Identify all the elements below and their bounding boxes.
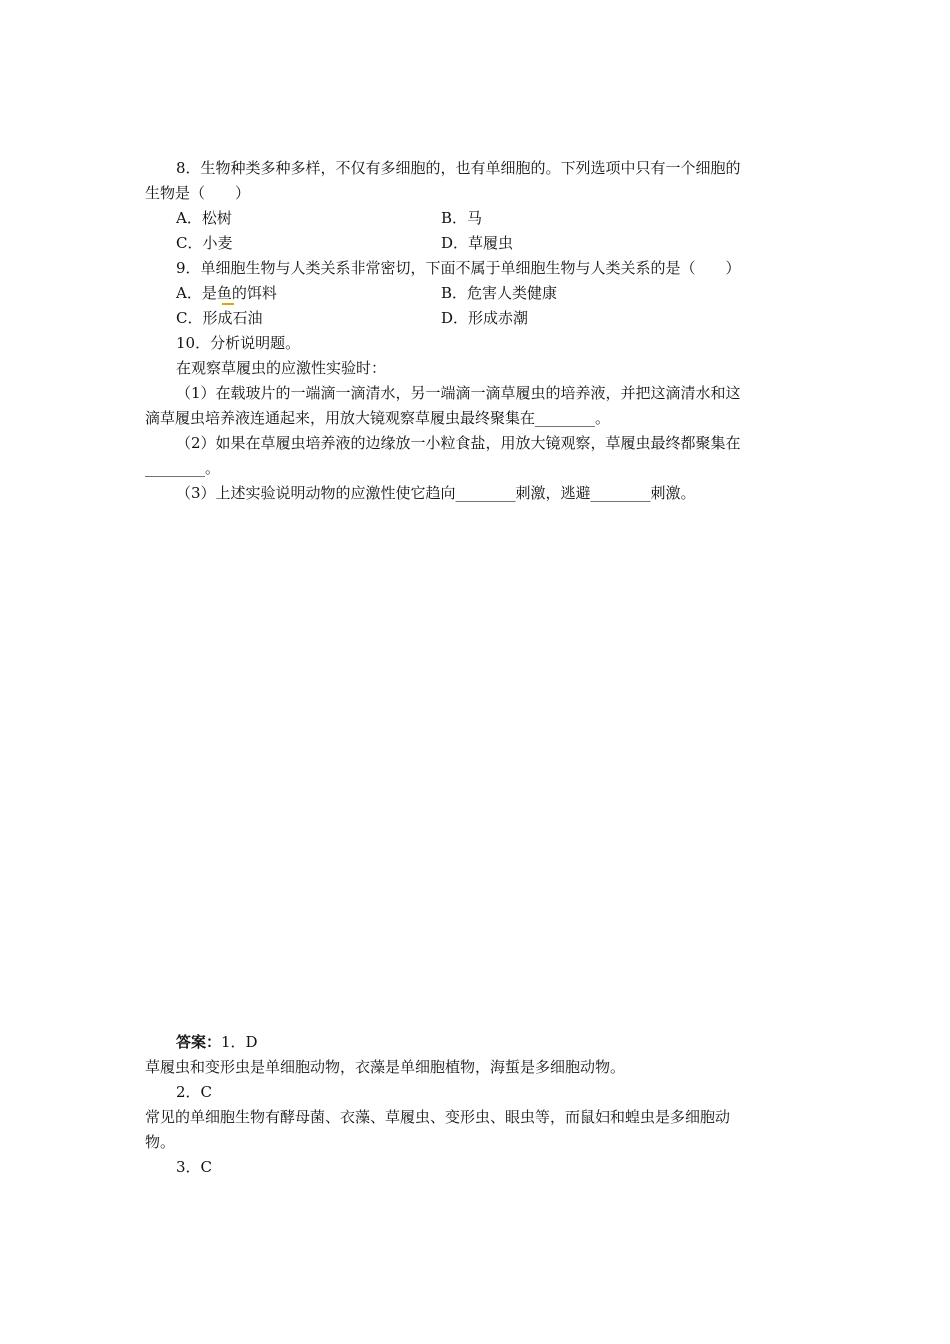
- q9-option-b: B．危害人类健康: [441, 284, 558, 302]
- q8-stem-line1: 8．生物种类多种多样，不仅有多细胞的，也有单细胞的。下列选项中只有一个细胞的: [176, 159, 741, 177]
- answer-1: 1．D: [221, 1033, 258, 1051]
- q10-part2-line1: （2）如果在草履虫培养液的边缘放一小粒食盐，用放大镜观察，草履虫最终都聚集在: [176, 434, 741, 452]
- q8-option-row-1: [176, 208, 483, 228]
- q8-option-row-2: [176, 233, 514, 253]
- q9-stem: 9．单细胞生物与人类关系非常密切，下面不属于单细胞生物与人类关系的是（ ）: [176, 259, 741, 277]
- q8-option-d: D．草履虫: [441, 234, 514, 252]
- q9-option-d: D．形成赤潮: [441, 309, 529, 327]
- answer-2-explanation-line2: 物。: [145, 1133, 176, 1151]
- answers-label: 答案：: [176, 1033, 222, 1051]
- q10-part1-line2: 滴草履虫培养液连通起来，用放大镜观察草履虫最终聚集在________。: [145, 409, 611, 427]
- q8-option-a: A．松树: [176, 209, 232, 227]
- q9-option-a: A．是鱼的饵料: [176, 284, 277, 302]
- q9-option-c: C．形成石油: [176, 309, 263, 327]
- answer-3: 3．C: [176, 1158, 213, 1176]
- answer-2: 2．C: [176, 1083, 213, 1101]
- q9-option-row-2: [176, 308, 529, 328]
- q10-title: 10．分析说明题。: [176, 334, 301, 352]
- q10-part3: （3）上述实验说明动物的应激性使它趋向________刺激，逃避________刺激。: [176, 484, 696, 502]
- answer-1-explanation: 草履虫和变形虫是单细胞动物，衣藻是单细胞植物，海蜇是多细胞动物。: [145, 1058, 626, 1076]
- q10-part2-line2: ________。: [145, 459, 221, 477]
- q10-intro: 在观察草履虫的应激性实验时：: [176, 359, 387, 377]
- answer-1-line: [176, 1032, 258, 1052]
- answer-2-explanation-line1: 常见的单细胞生物有酵母菌、衣藻、草履虫、变形虫、眼虫等，而鼠妇和蝗虫是多细胞动: [145, 1108, 731, 1126]
- q8-option-b: B．马: [441, 209, 483, 227]
- q9-option-row-1: [176, 283, 558, 303]
- q8-option-c: C．小麦: [176, 234, 233, 252]
- q10-part1-line1: （1）在载玻片的一端滴一滴清水，另一端滴一滴草履虫的培养液，并把这滴清水和这: [176, 384, 741, 402]
- edit-mark: [222, 303, 234, 305]
- q8-stem-line2: 生物是（ ）: [145, 184, 251, 202]
